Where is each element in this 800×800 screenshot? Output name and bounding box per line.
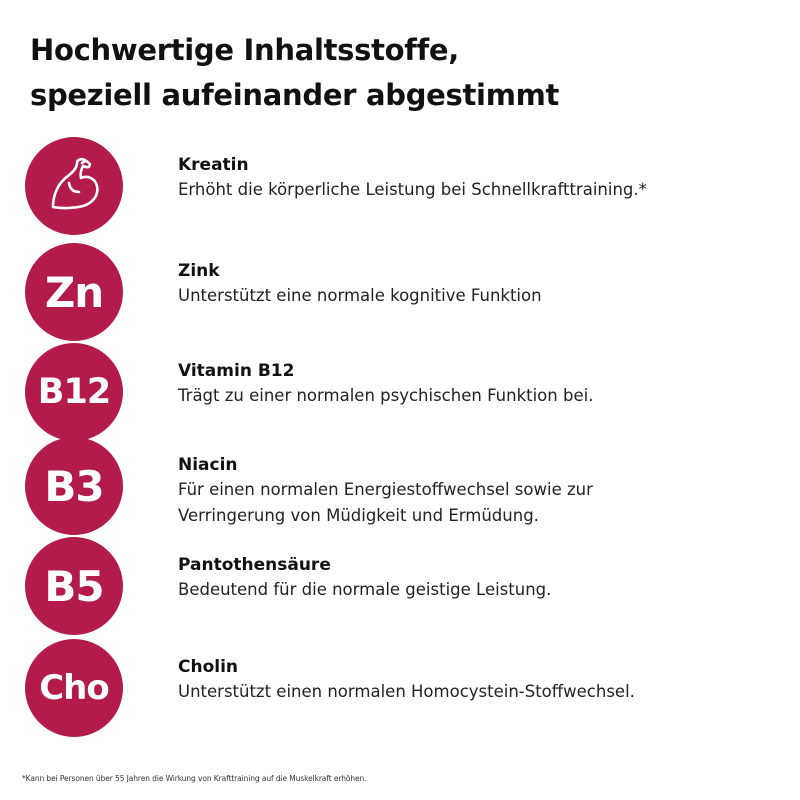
ingredient-cholin bbox=[25, 639, 785, 739]
page-headline bbox=[30, 28, 559, 118]
ingredient-badge: B5 bbox=[25, 537, 123, 635]
ingredient-pantothensaeure bbox=[25, 537, 785, 637]
footnote: *Kann bei Personen über 55 Jahren die Wirkung von Krafttraining auf die Muskelkraft erhöhen. bbox=[22, 774, 367, 783]
ingredient-niacin bbox=[25, 437, 785, 537]
ingredient-name: Zink bbox=[178, 261, 220, 281]
ingredient-description: Bedeutend für die normale geistige Leistung. bbox=[178, 580, 552, 599]
ingredient-zink bbox=[25, 243, 785, 343]
headline-line-1: Hochwertige Inhaltsstoffe, bbox=[30, 33, 459, 67]
headline-line-2: speziell aufeinander abgestimmt bbox=[30, 78, 560, 112]
ingredient-kreatin bbox=[25, 137, 785, 237]
ingredient-badge bbox=[25, 137, 123, 235]
ingredient-name: Niacin bbox=[178, 455, 238, 475]
ingredient-name: Kreatin bbox=[178, 155, 249, 175]
ingredient-description: Trägt zu einer normalen psychischen Funktion bei. bbox=[178, 386, 594, 405]
ingredient-description: Für einen normalen Energiestoffwechsel sowie zur Verringerung von Müdigkeit und Ermüdung. bbox=[178, 480, 593, 525]
ingredient-badge: B12 bbox=[25, 343, 123, 441]
ingredient-badge: Cho bbox=[25, 639, 123, 737]
ingredient-badge: B3 bbox=[25, 437, 123, 535]
ingredient-description: Unterstützt einen normalen Homocystein-Stoffwechsel. bbox=[178, 682, 635, 701]
flexed-arm-icon bbox=[39, 151, 109, 221]
ingredient-badge: Zn bbox=[25, 243, 123, 341]
ingredient-description: Unterstützt eine normale kognitive Funktion bbox=[178, 286, 542, 305]
ingredient-name: Pantothensäure bbox=[178, 555, 331, 575]
ingredient-name: Cholin bbox=[178, 657, 239, 677]
ingredient-description: Erhöht die körperliche Leistung bei Schnellkrafttraining.* bbox=[178, 180, 647, 199]
ingredient-vitamin-b12 bbox=[25, 343, 785, 443]
ingredient-name: Vitamin B12 bbox=[178, 361, 295, 381]
